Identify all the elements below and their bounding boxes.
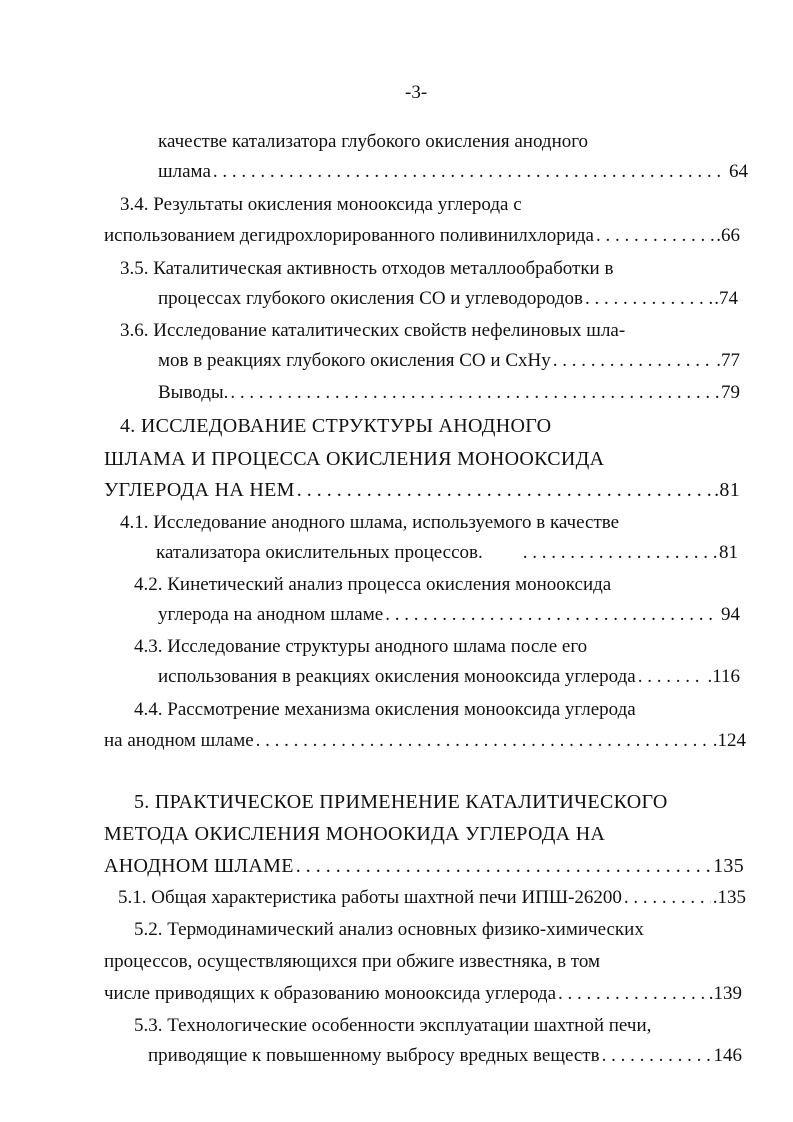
toc-entry-title: 5.1. Общая характеристика работы шахтной печи ИПШ-26200 (118, 887, 622, 908)
toc-entry-line: 4.4. Рассмотрение механизма окисления монооксида углерода (134, 699, 636, 720)
toc-entry-line: 5.3. Технологические особенности эксплуатации шахтной печи, (134, 1015, 652, 1036)
dot-leader (385, 603, 719, 627)
toc-entry-line: 3.5. Каталитическая активность отходов металлообработки в (120, 258, 614, 279)
toc-entry-line: 4.3. Исследование структуры анодного шлама после его (134, 636, 588, 657)
toc-entry-line: 3.4. Результаты окисления монооксида углерода с (120, 194, 522, 215)
toc-page-number: .77 (716, 350, 740, 371)
toc-entry-leader-line (158, 287, 738, 311)
chapter-heading: АНОДНОМ ШЛАМЕ (104, 855, 294, 877)
toc-entry-leader-line (104, 982, 742, 1006)
toc-page-number: .66 (716, 225, 740, 246)
toc-entry-leader-line (104, 854, 744, 878)
toc-entry-title: приводящие к повышенному выбросу вредных веществ (148, 1045, 600, 1066)
toc-entry-title: Выводы. (158, 382, 229, 403)
toc-page-number: .139 (708, 983, 742, 1004)
toc-entry-line: 4.2. Кинетический анализ процесса окисления монооксида (134, 574, 612, 595)
toc-entry-line: качестве катализатора глубокого окисления анодного (158, 131, 589, 152)
dot-leader (638, 665, 706, 689)
dot-leader (523, 541, 717, 565)
toc-page-number: 135 (713, 855, 744, 877)
toc-page-number: .124 (712, 730, 746, 751)
toc-page-number: .116 (707, 666, 740, 687)
dot-leader (296, 854, 711, 878)
toc-entry-title: катализатора окислительных процессов. (156, 542, 483, 563)
dot-leader (553, 349, 715, 373)
page-number: -3- (405, 82, 428, 103)
toc-entry-leader-line (158, 381, 740, 405)
toc-entry-title: углерода на анодном шламе (158, 604, 384, 625)
toc-entry-leader-line (158, 603, 740, 627)
toc-entry-line: 3.6. Исследование каталитических свойств нефелиновых шла- (120, 320, 626, 341)
toc-page-number: 81 (719, 542, 738, 563)
chapter-heading: 4. ИССЛЕДОВАНИЕ СТРУКТУРЫ АНОДНОГО (120, 415, 552, 437)
toc-page-number: .135 (712, 887, 746, 908)
toc-entry-leader-line (104, 224, 740, 248)
toc-page-number: 79 (721, 382, 740, 403)
dot-leader (297, 478, 712, 502)
toc-entry-leader-line (158, 160, 748, 184)
dot-leader (230, 381, 719, 405)
toc-entry-leader-line (104, 729, 746, 753)
chapter-heading: ШЛАМА И ПРОЦЕССА ОКИСЛЕНИЯ МОНООКСИДА (104, 448, 605, 470)
dot-leader (624, 886, 711, 910)
toc-entry-title: мов в реакциях глубокого окисления СО и СхНу (158, 350, 551, 371)
toc-entry-title: использованием дегидрохлорированного поливинилхлорида (104, 225, 594, 246)
toc-page-number: .81 (714, 479, 740, 501)
chapter-heading: МЕТОДА ОКИСЛЕНИЯ МОНООКИДА УГЛЕРОДА НА (104, 823, 606, 845)
dot-leader (596, 224, 714, 248)
chapter-heading: УГЛЕРОДА НА НЕМ (104, 479, 295, 501)
toc-entry-leader-line (118, 886, 746, 910)
toc-page-number: 146 (713, 1045, 742, 1066)
dot-leader (213, 160, 727, 184)
toc-entry-title: шлама (158, 161, 211, 182)
toc-entry-leader-line (148, 1044, 742, 1068)
dot-leader (256, 729, 711, 753)
toc-entry-leader-line (156, 541, 738, 565)
toc-page-number: 64 (729, 161, 748, 182)
toc-entry-title: на анодном шламе (104, 730, 254, 751)
dot-leader (558, 982, 707, 1006)
toc-entry-line: процессов, осуществляющихся при обжиге известняка, в том (104, 951, 601, 972)
toc-entry-leader-line (158, 349, 740, 373)
toc-entry-leader-line (104, 478, 740, 502)
toc-entry-title: процессах глубокого окисления СО и углеводородов (158, 288, 584, 309)
chapter-heading: 5. ПРАКТИЧЕСКОЕ ПРИМЕНЕНИЕ КАТАЛИТИЧЕСКОГО (134, 791, 668, 813)
dot-leader (585, 287, 712, 311)
toc-entry-title: использования в реакциях окисления монооксида углерода (158, 666, 636, 687)
toc-entry-title: числе приводящих к образованию монооксида углерода (104, 983, 557, 1004)
toc-entry-leader-line (158, 665, 740, 689)
toc-page-number: 94 (721, 604, 740, 625)
toc-page-number: .74 (714, 288, 738, 309)
toc-entry-line: 4.1. Исследование анодного шлама, используемого в качестве (120, 512, 620, 533)
toc-entry-line: 5.2. Термодинамический анализ основных физико-химических (134, 919, 644, 940)
dot-leader (602, 1044, 712, 1068)
